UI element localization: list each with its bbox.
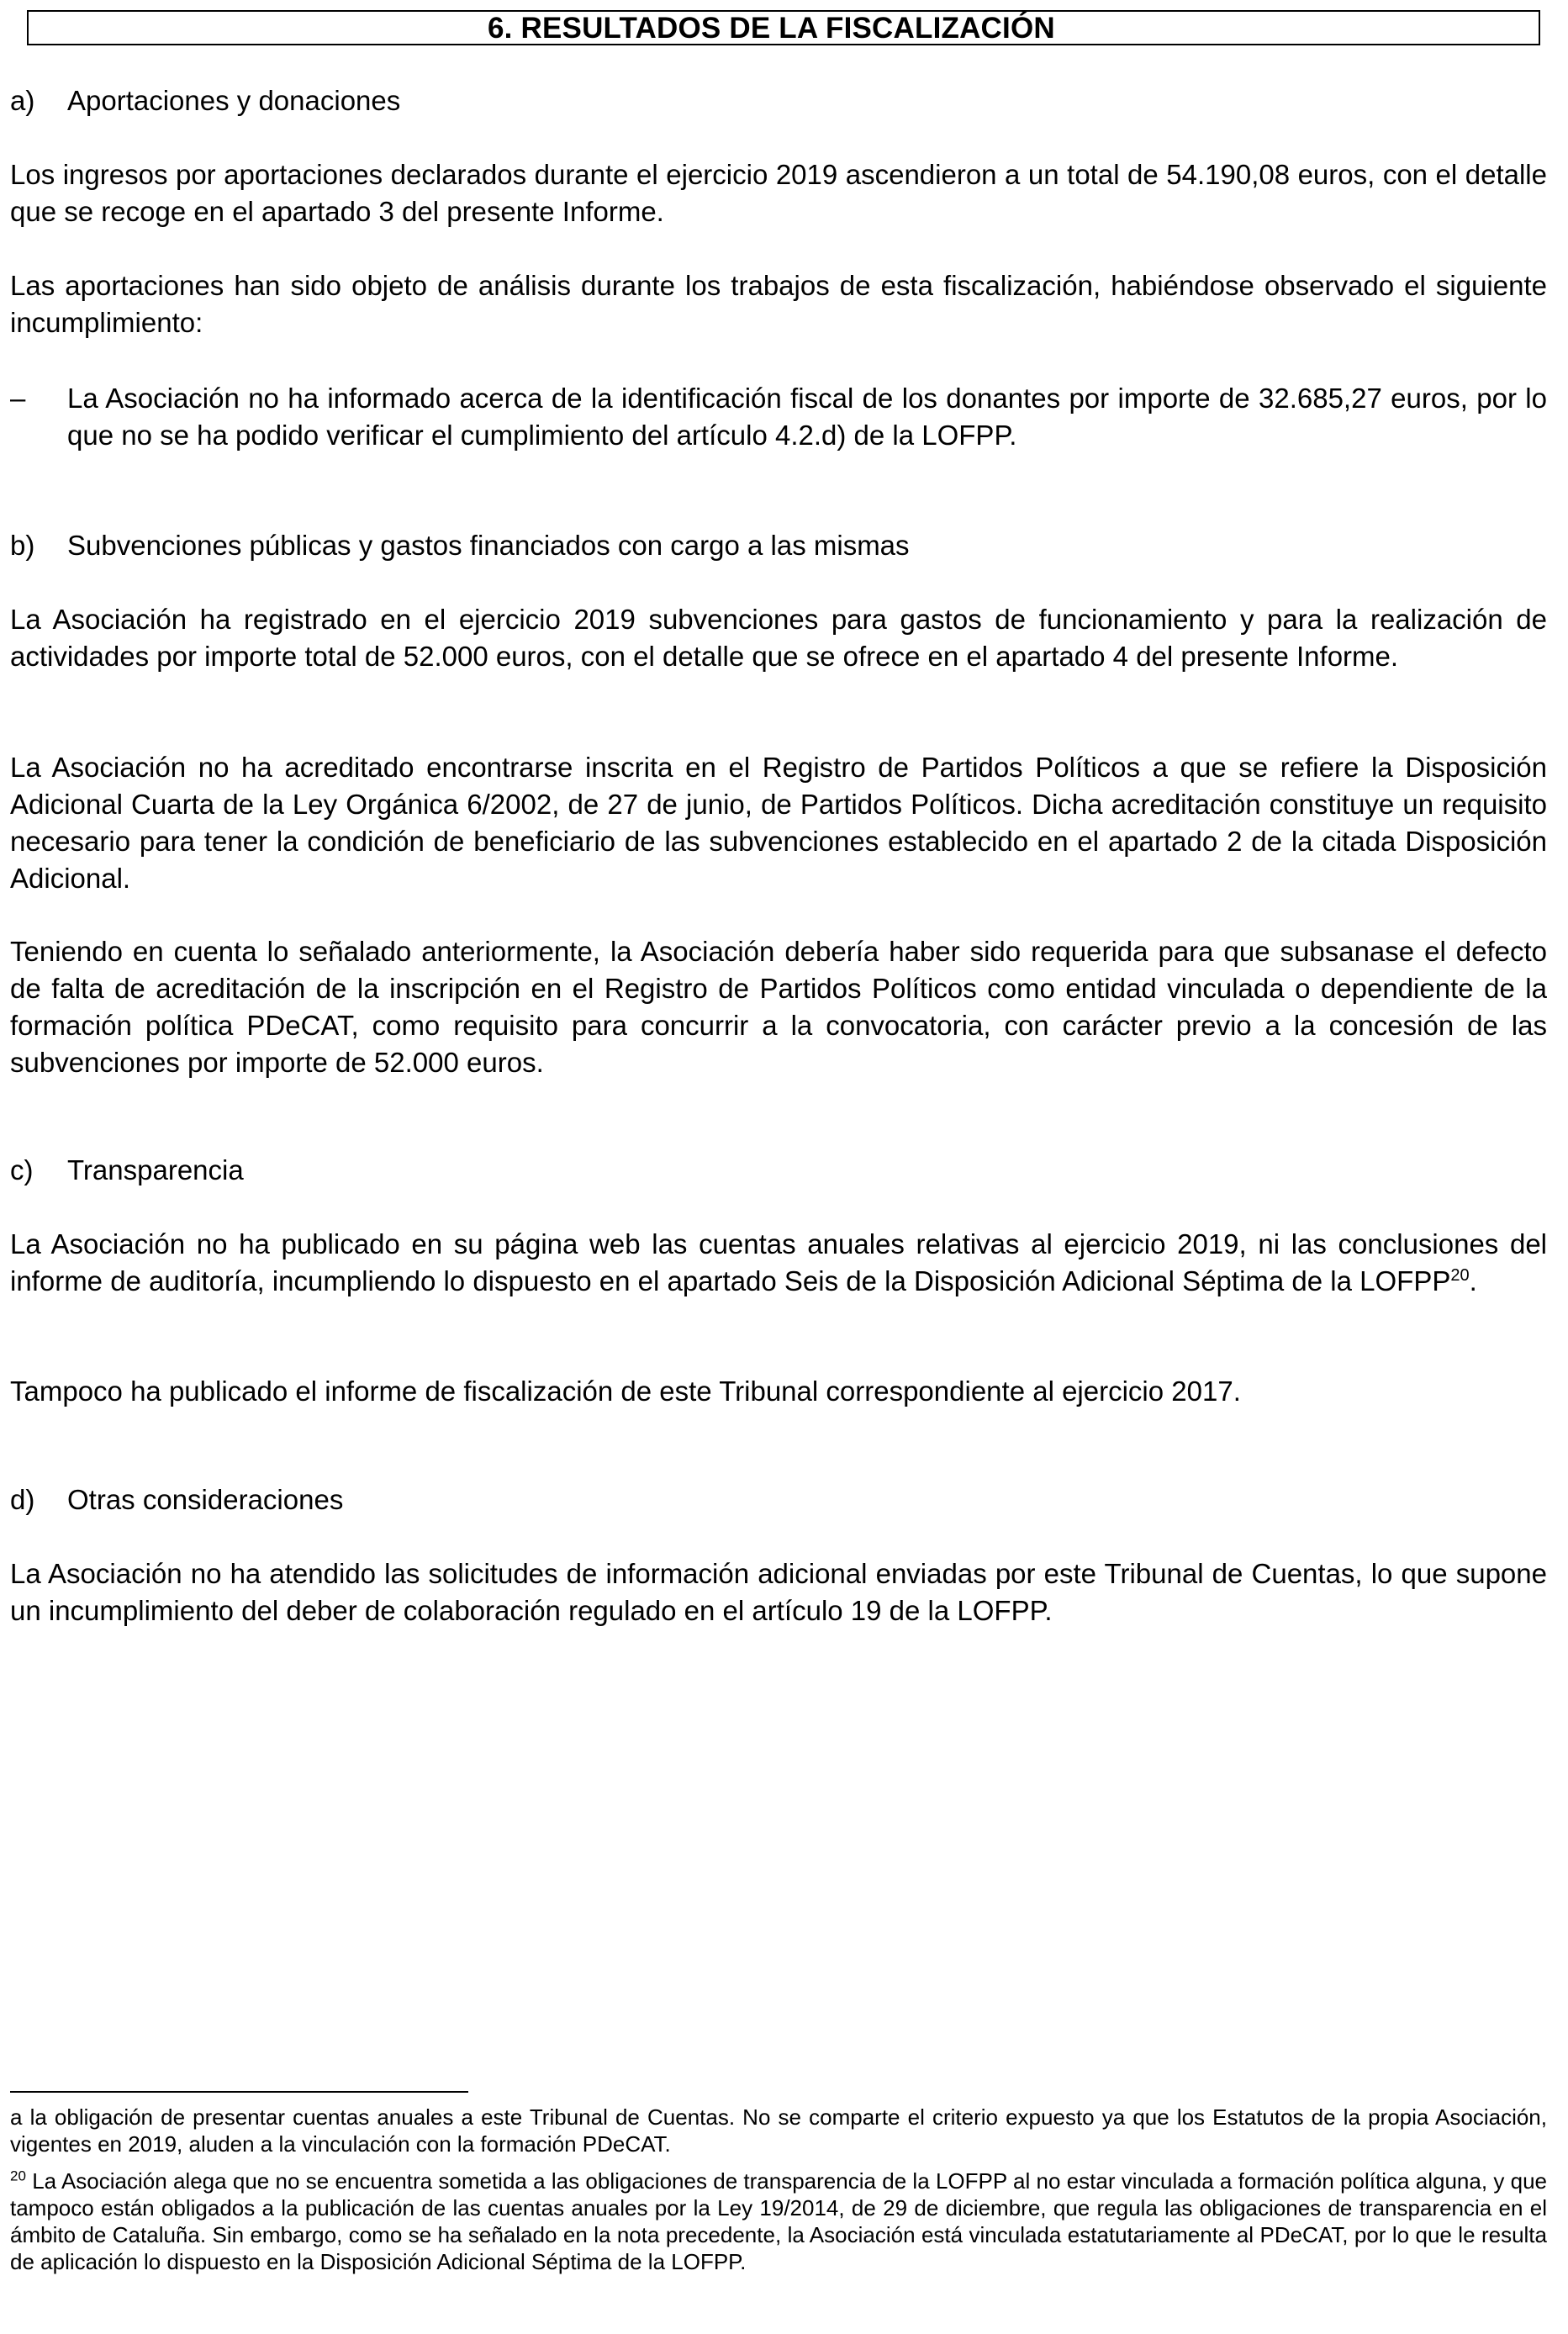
section-c-paragraph-2: Tampoco ha publicado el informe de fiscalización de este Tribunal correspondiente al ejercicio 2017.	[10, 1376, 1241, 1407]
section-d-paragraph-1: La Asociación no ha atendido las solicitudes de información adicional enviadas por este Tribunal de Cuentas, lo que supone un incumplimiento del deber de colaboración regulado en el artículo 19 de la LOFPP.	[10, 1558, 1547, 1626]
section-b-heading	[10, 527, 910, 564]
section-b-paragraph-2: La Asociación no ha acreditado encontrarse inscrita en el Registro de Partidos Políticos a que se refiere la Disposición Adicional Cuarta de la Ley Orgánica 6/2002, de 27 de junio, de Partidos Políticos. Dicha acreditación constituye un requisito necesario para tener la condición de beneficiario de las subvenciones establecido en el apartado 2 de la citada Disposición Adicional.	[10, 752, 1547, 894]
section-a-title: Aportaciones y donaciones	[67, 85, 401, 116]
footnote-20-text: La Asociación alega que no se encuentra sometida a las obligaciones de transparencia de la LOFPP al no estar vinculada a formación política alguna, y que tampoco están obligados a la publicación de las cuentas anuales por la Ley 19/2014, de 29 de diciembre, que regula las obligaciones de transparencia en el ámbito de Cataluña. Sin embargo, como se ha señalado en la nota precedente, la Asociación está vinculada estatutariamente al PDeCAT, por lo que le resulta de aplicación lo dispuesto en la Disposición Adicional Séptima de la LOFPP.	[10, 2168, 1547, 2274]
section-c-title: Transparencia	[67, 1154, 244, 1185]
footnote-20	[10, 2168, 1547, 2275]
footnote-separator	[10, 2091, 468, 2093]
section-b-title: Subvenciones públicas y gastos financiados con cargo a las mismas	[67, 530, 910, 561]
section-c-heading	[10, 1152, 244, 1189]
bullet-dash: –	[10, 383, 26, 414]
section-b-marker: b)	[10, 530, 35, 561]
section-a-heading	[10, 82, 400, 119]
section-d-marker: d)	[10, 1484, 35, 1515]
section-a-marker: a)	[10, 85, 35, 116]
section-a-paragraph-1: Los ingresos por aportaciones declarados durante el ejercicio 2019 ascendieron a un total de 54.190,08 euros, con el detalle que se recoge en el apartado 3 del presente Informe.	[10, 159, 1547, 227]
section-header-box	[27, 10, 1540, 45]
section-a-bullet-item	[10, 380, 1547, 454]
section-c-marker: c)	[10, 1154, 34, 1185]
section-c-paragraph-1	[10, 1226, 1547, 1300]
page-title: 6. RESULTADOS DE LA FISCALIZACIÓN	[488, 12, 1055, 45]
section-b-paragraph-1: La Asociación ha registrado en el ejercicio 2019 subvenciones para gastos de funcionamiento y para la realización de actividades por importe total de 52.000 euros, con el detalle que se ofrece en el apartado 4 del presente Informe.	[10, 604, 1547, 672]
footnote-20-number: 20	[10, 2168, 26, 2184]
section-c-paragraph-1-end: .	[1469, 1265, 1477, 1296]
section-d-heading	[10, 1481, 343, 1518]
footnote-ref-20[interactable]: 20	[1450, 1266, 1470, 1285]
footnote-continuation: a la obligación de presentar cuentas anuales a este Tribunal de Cuentas. No se comparte el criterio expuesto ya que los Estatutos de la propia Asociación, vigentes en 2019, aluden a la vinculación con la formación PDeCAT.	[10, 2104, 1547, 2157]
section-a-bullet-text: La Asociación no ha informado acerca de la identificación fiscal de los donantes por importe de 32.685,27 euros, por lo que no se ha podido verificar el cumplimiento del artículo 4.2.d) de la LOFPP.	[67, 383, 1547, 451]
section-a-paragraph-2: Las aportaciones han sido objeto de análisis durante los trabajos de esta fiscalización, habiéndose observado el siguiente incumplimiento:	[10, 270, 1547, 338]
section-c-paragraph-1-text: La Asociación no ha publicado en su página web las cuentas anuales relativas al ejercicio 2019, ni las conclusiones del informe de auditoría, incumpliendo lo dispuesto en el apartado Seis de la Disposición Adicional Séptima de la LOFPP	[10, 1228, 1547, 1296]
section-d-title: Otras consideraciones	[67, 1484, 344, 1515]
section-b-paragraph-3: Teniendo en cuenta lo señalado anteriormente, la Asociación debería haber sido requerida para que subsanase el defecto de falta de acreditación de la inscripción en el Registro de Partidos Políticos como entidad vinculada o dependiente de la formación política PDeCAT, como requisito para concurrir a la convocatoria, con carácter previo a la concesión de las subvenciones por importe de 52.000 euros.	[10, 936, 1547, 1078]
